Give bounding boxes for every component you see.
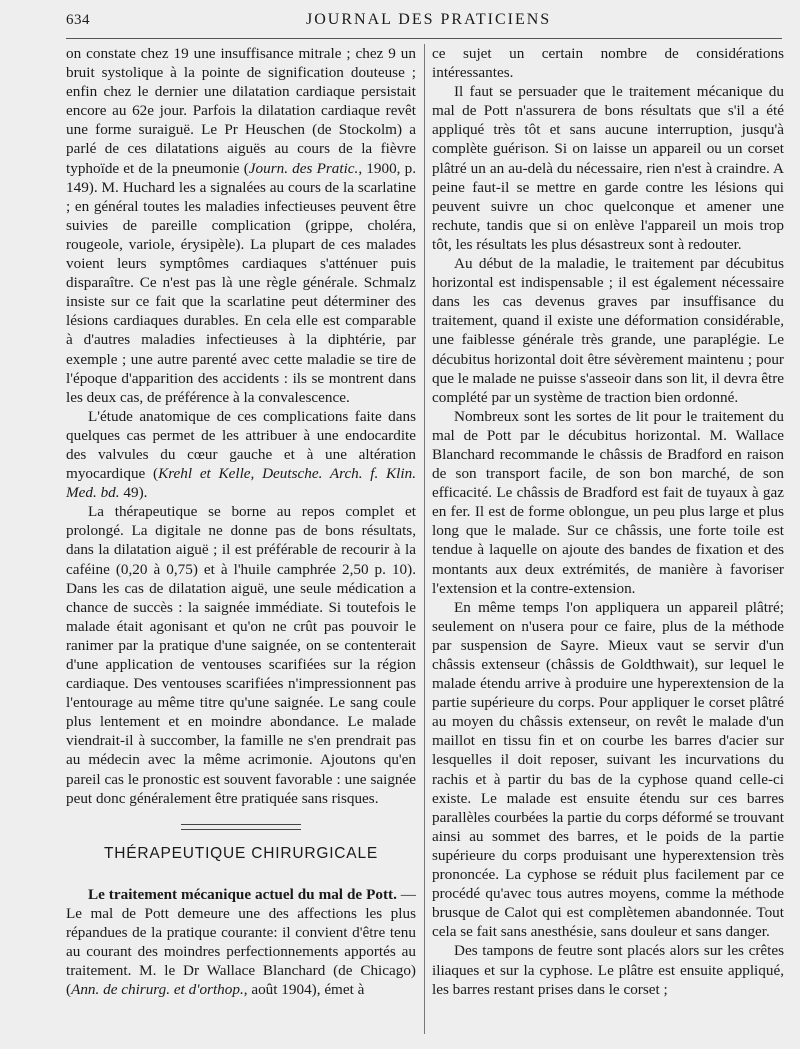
citation: Ann. de chirurg. et d'orthop. <box>71 981 244 999</box>
paragraph <box>66 885 416 1000</box>
paragraph: Il faut se persuader que le traitement mécanique du mal de Pott n'assurera de bons résultats que s'il a été appliqué très tôt et sans aucune interruption, jusqu'à complète guérison. Si on laisse un appareil ou un corset plâtré un an au-delà du nécessaire, rien n'est à craindre. A peine faut-il se mettre en garde contre les lésions qui peuvent suivre un choc quelconque et amener une rechute, tandis que si on enlève l'appareil un mois trop tôt, les résultats les plus désastreux sont à redouter. <box>432 83 784 253</box>
paragraph: En même temps l'on appliquera un appareil plâtré; seulement on n'usera pour ce faire, plus de la méthode par suspension de Sayre. Mieux vaut se servir d'un châssis extenseur (châssis de Goldthwait), sur lequel le malade étendu arrive à produire une hyperextension de la partie supérieure du corps. Pour appliquer le corset plâtré au moyen du châssis extenseur, on revêt le malade d'un maillot en tissu fin et on courbe les barres d'acier sur lesquelles il doit reposer, suivant les incurvations du rachis et à partir du bas de la cyphose quand celle-ci existe. Le malade est ensuite étendu sur ces barres parallèles courbées la partie du corps déformé se trouvant ainsi au sommet des barres, et le poids de la partie supérieure du corps produisant une hyperextension très prononcée. La cyphose se réduit plus facilement par ce procédé qu'avec tous autres moyens, comme la méthode brusque de Calot qui est complètemen abandonnée. Tout cela se fait sans anesthésie, sans douleur et sans danger. <box>432 598 784 941</box>
paragraph: ce sujet un certain nombre de considérations intéressantes. <box>432 45 784 82</box>
right-column <box>432 44 784 1044</box>
citation: Journ. des Pratic. <box>248 159 359 177</box>
page-number: 634 <box>66 11 90 28</box>
header-rule <box>66 38 782 39</box>
journal-title: JOURNAL DES PRATICIENS <box>306 11 552 28</box>
text-run: L'étude anatomique de ces complications faite dans quelques cas permet de les attribuer à une endocardite des valvules du cœur gauche et à une altération myocardique ( <box>66 407 416 483</box>
paragraph: La thérapeutique se borne au repos complet et prolongé. La digitale ne donne pas de bons résultats, dans la dilatation aiguë ; il est préférable de recourir à la caféine (0,20 à 0,75) et à l'huile camphrée 2,50 p. 10). Dans les cas de dilatation aiguë, une seule médication a chance de succès : la saignée immédiate. Si toutefois le malade était agonisant et qu'on ne crût pas pouvoir le ranimer par la pratique d'une saignée, on se contenterait d'une application de ventouses scarifiées sur la région cardiaque. Des ventouses scarifiées n'impressionnent pas l'entourage au même titre qu'une saignée. Le sang coule plus lentement et en moindre abondance. Le malade viendrait-il à succomber, la famille ne s'en prendrait pas au médecin avec la même acrimonie. Ajoutons qu'en pareil cas le pronostic est souvent favorable : une saignée peut donc généralement être pratiquée sans risques. <box>66 503 416 807</box>
text-run: on constate chez 19 une insuffisance mitrale ; chez 9 un bruit systolique à la pointe de signification douteuse ; enfin chez le dernier une dilatation cardiaque persistait encore au 62e jour. Parfois la dilatation cardiaque revêt une forme suraiguë. Le Pr Heuschen (de Stockolm) a parlé de ces dilatations aiguës au cours de la fièvre typhoïde et de la pneumonie ( <box>66 45 416 177</box>
paragraph: Au début de la maladie, le traitement par décubitus horizontal est indispensable ; il est également nécessaire dans les cas devenus graves par insuffisance du traitement, quand il existe une déformation considérable, une faiblesse générale très grande, une paraplégie. Le décubitus horizontal doit être sévèrement maintenu ; pour que le malade ne puisse s'asseoir dans son lit, il devra être complété par un système de traction bien ordonné. <box>432 255 784 406</box>
citation: Krehl et Kelle, Deutsche. Arch. f. Klin. Med. bd. <box>66 465 416 502</box>
paragraph <box>66 44 416 407</box>
left-column <box>66 44 416 1044</box>
text-run: — Le mal de Pott demeure une des affections les plus répandues de la pratique courante: il convient d'être tenu au courant des moindres perfectionnements apportés au traitement. M. le Dr Wallace Blanchard (de Chicago) ( <box>66 885 416 999</box>
page-header <box>66 8 782 32</box>
paragraph: Des tampons de feutre sont placés alors sur les crêtes iliaques et sur la cyphose. Le plâtre est ensuite appliqué, les barres restant prises dans le corset ; <box>432 942 784 998</box>
paragraph: Nombreux sont les sortes de lit pour le traitement du mal de Pott par le décubitus horizontal. M. Wallace Blanchard recommande le châssis de Bradford en raison de son transport facile, de son bon marché, de son efficacité. Le châssis de Bradford est fait de tuyaux à gaz en fer. Il est de forme oblongue, un peu plus large et plus long que le malade. Sur ce châssis, une forte toile est tendue à laquelle on ajoute des bandes de fixation et des montants aux deux extrémités, de manière à favoriser l'extension et la contre-extension. <box>432 407 784 597</box>
subheading: Le traitement mécanique actuel du mal de Pott. <box>88 885 397 903</box>
text-run: , août 1904), émet à <box>243 981 365 999</box>
paragraph <box>66 407 416 502</box>
section-title: THÉRAPEUTIQUE CHIRURGICALE <box>104 844 378 862</box>
text-run: 49). <box>119 484 148 502</box>
section-separator <box>181 824 301 830</box>
text-run: , 1900, p. 149). M. Huchard les a signalées au cours de la scarlatine ; en général toutes les maladies infectieuses peuvent être suivies de pareille complication (grippe, choléra, rougeole, variole, érysipèle). La plupart de ces malades voient leurs symptômes cardiaques s'atténuer puis disparaître. Ce n'est pas là une règle générale. Schmalz insiste sur ce fait que la scarlatine peut déterminer des lésions cardiaques durables. En cela elle est comparable à d'autres maladies infectieuses à la diphtérie, par exemple ; une autre parenté avec cette maladie se tire de l'époque d'apparition des accidents : ils se montrent dans les deux cas, de préférence à la convalescence. <box>66 159 417 406</box>
column-divider <box>424 44 425 1034</box>
